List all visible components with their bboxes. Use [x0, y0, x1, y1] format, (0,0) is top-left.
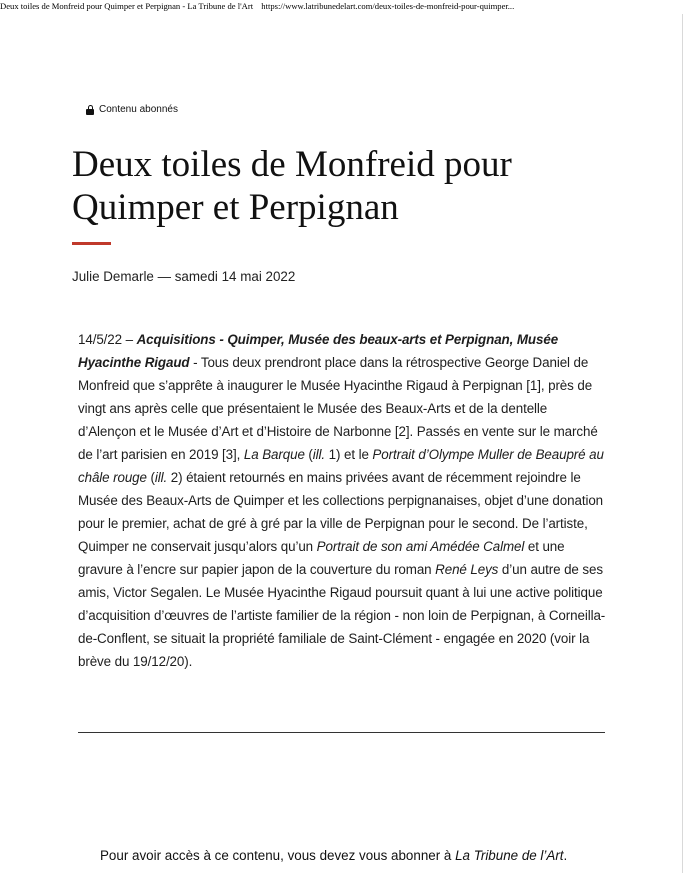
article-text: 2) étaient retournés en mains privées avant de récemment rejoindre le Musée des Beaux-Arts de Quimper et les collections perpignanaises, objet d’une donation pour le premier, achat de gré à gré par la ville de Perpignan pour le second. De l’artiste, Quimper ne conservait jusqu’alors qu’un	[78, 470, 604, 554]
subscriber-badge	[86, 103, 178, 117]
article-text: et une gravure à l’encre sur papier japon de la couverture du roman	[78, 539, 565, 577]
print-page-title: Deux toiles de Monfreid pour Quimper et Perpignan - La Tribune de l'Art	[0, 1, 254, 11]
article-text: - Tous deux prendront place dans la rétrospective George Daniel de Monfreid que s’apprête à inaugurer le Musée Hyacinthe Rigaud à Perpignan [1], près de vingt ans après celle que présentaient le Musée des Beaux-Arts et de la dentelle d’Alençon et le Musée d’Art et d’Histoire de Narbonne [2]. Passés en vente sur le marché de l’art parisien en 2019 [3],	[78, 355, 598, 462]
artwork-title: Portrait d’Olympe Muller de Beaupré au châle rouge	[78, 447, 604, 485]
publish-date: samedi 14 mai 2022	[174, 269, 296, 284]
article-text: (	[146, 470, 155, 485]
paywall-message	[100, 846, 620, 866]
byline	[72, 268, 295, 286]
title-accent-bar	[72, 242, 111, 245]
author-name[interactable]: Julie Demarle	[72, 269, 154, 284]
lock-icon	[86, 105, 94, 115]
artwork-title: La Barque	[243, 447, 305, 462]
paywall-text-end: .	[563, 848, 568, 863]
book-title: René Leys	[435, 562, 499, 577]
print-url: https://www.latribunedelart.com/deux-toiles-de-monfreid-pour-quimper...	[261, 1, 515, 11]
publication-name[interactable]: La Tribune de l’Art	[455, 848, 564, 863]
print-header	[0, 0, 683, 14]
illustration-ref: ill.	[154, 470, 168, 485]
article-text: (	[304, 447, 313, 462]
article-body	[78, 328, 608, 673]
illustration-ref: ill.	[312, 447, 326, 462]
article-text: 1) et le	[325, 447, 373, 462]
subscriber-badge-label: Contenu abonnés	[99, 104, 178, 115]
article-date-prefix: 14/5/22 –	[78, 332, 137, 347]
article-lead: Acquisitions - Quimper, Musée des beaux-arts et Perpignan, Musée Hyacinthe Rigaud	[78, 332, 559, 370]
paywall-text: Pour avoir accès à ce contenu, vous devez vous abonner à	[100, 848, 456, 863]
artwork-title: Portrait de son ami Amédée Calmel	[316, 539, 525, 554]
article-title: Deux toiles de Monfreid pour Quimper et Perpignan	[72, 144, 512, 228]
byline-separator: —	[153, 269, 175, 284]
article-text: d’un autre de ses amis, Victor Segalen. Le Musée Hyacinthe Rigaud poursuit quant à lui une active politique d’acquisition d’œuvres de l’artiste familier de la région - non loin de Perpignan, à Corneilla-de-Conflent, se situait la propriété familiale de Saint-Clément - engagée en 2020 (voir la brève du 19/12/20).	[78, 562, 606, 669]
paywall-next-line-cropped	[100, 866, 620, 873]
content-separator	[78, 732, 605, 733]
